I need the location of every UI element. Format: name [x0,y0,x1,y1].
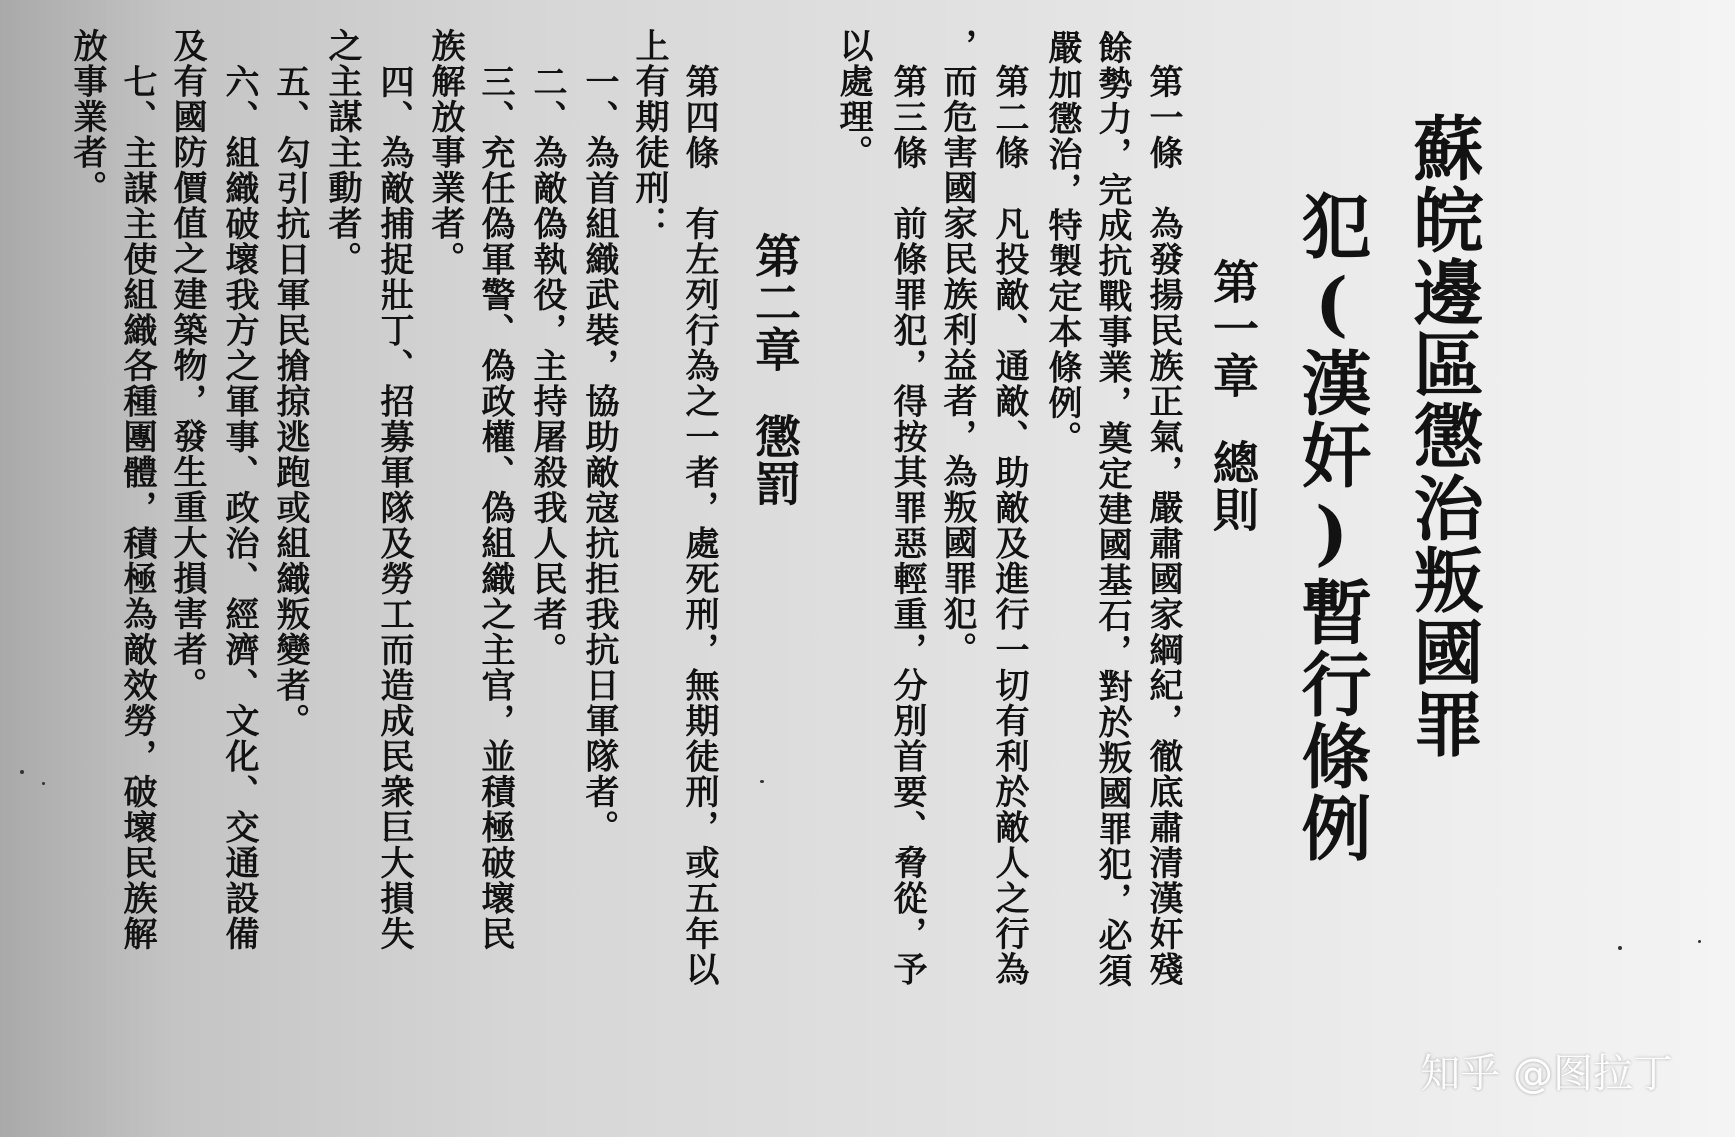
text-column: 嚴加懲治，特製定本條例。 [1042,30,1082,456]
text-column: 之主謀主動者。 [322,28,362,277]
chapter-2-number: 第二章 [748,232,802,373]
text-column: 第一條 為發揚民族正氣，嚴肅國家綱紀，徹底肅清漢奸殘 [1143,64,1183,987]
text-column: 第三條 前條罪犯，得按其罪惡輕重，分別首要、脅從，予 [887,64,927,987]
text-column: 第四條 有左列行為之一者，處死刑，無期徒刑，或五年以 [679,64,719,987]
print-speck [760,780,764,783]
text-column: 六、組織破壞我方之軍事、政治、經濟、文化、交通設備 [219,64,259,952]
text-column: 四、為敵捕捉壯丁、招募軍隊及勞工而造成民衆巨大損失 [374,64,414,952]
text-column: 三、充任偽軍警、偽政權、偽組織之主官，並積極破壞民 [475,64,515,952]
title-line-1: 蘇皖邊區懲治叛國罪 [1402,112,1485,760]
text-column: 二、為敵偽執役，主持屠殺我人民者。 [527,64,567,668]
text-column: 放事業者。 [67,28,107,206]
text-column: 及有國防價值之建築物，發生重大損害者。 [167,28,207,703]
text-column: 五、勾引抗日軍民搶掠逃跑或組織叛變者。 [270,64,310,739]
title-line-2: 犯(漢奸)暫行條例 [1290,190,1373,864]
print-speck [20,770,24,774]
text-column: 餘勢力，完成抗戰事業，奠定建國基石，對於叛國罪犯，必須 [1092,30,1132,989]
print-speck [1698,940,1701,943]
watermark-text: 知乎 @图拉丁 [1420,1051,1673,1097]
chapter-2-name: 懲罰 [748,413,802,507]
chapter-1-number: 第一章 [1206,258,1260,399]
text-column: ，而危害國家民族利益者，為叛國罪犯。 [937,28,977,667]
text-column: 第二條 凡投敵、通敵、助敵及進行一切有利於敵人之行為 [989,64,1029,987]
chapter-1-heading [1206,258,1260,533]
print-speck [42,782,45,785]
text-column: 一、為首組織武裝，協助敵寇抗拒我抗日軍隊者。 [579,64,619,845]
text-column: 上有期徒刑： [629,28,669,241]
text-column: 族解放事業者。 [425,28,465,277]
chapter-2-heading [748,232,802,507]
print-speck [1618,946,1622,950]
chapter-1-name: 總則 [1206,439,1260,533]
text-column: 以處理。 [833,28,873,170]
text-column: 七、主謀主使組織各種團體，積極為敵效勞，破壞民族解 [117,64,157,952]
